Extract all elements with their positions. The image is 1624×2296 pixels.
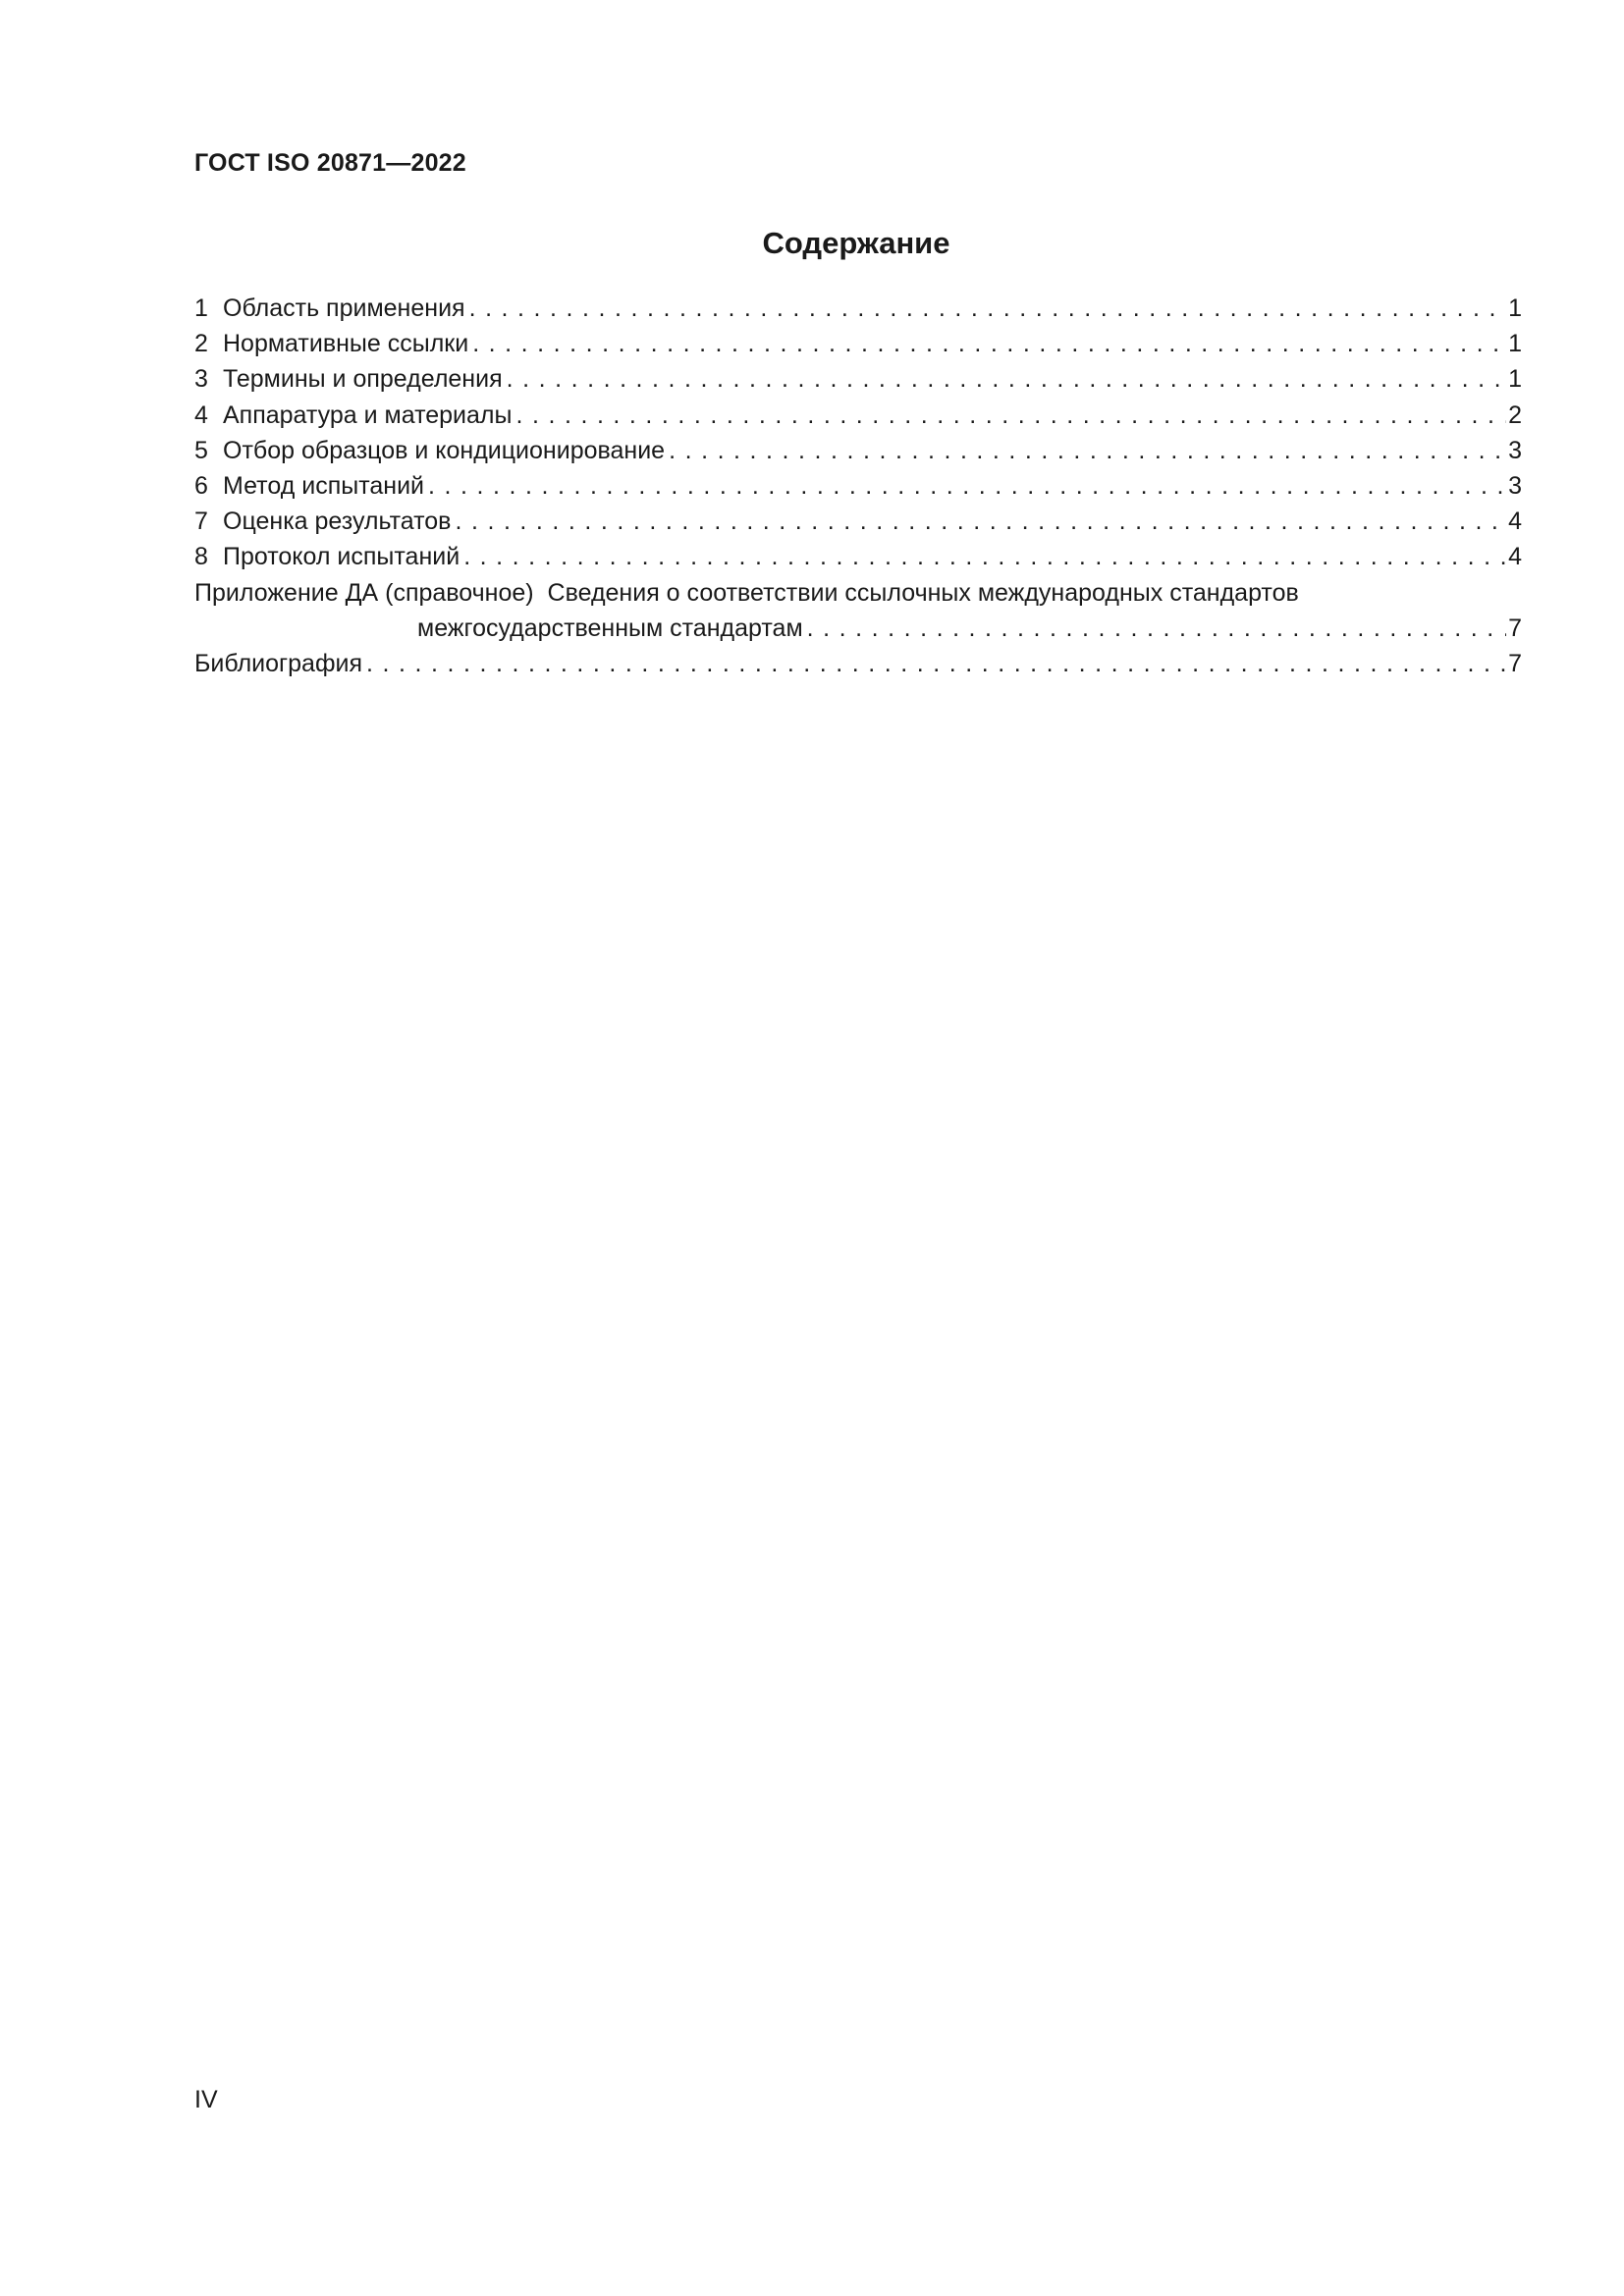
toc-entry-label: Оценка результатов: [223, 507, 452, 536]
table-of-contents: [194, 291, 1522, 681]
page-number: IV: [194, 2086, 218, 2113]
toc-entry-label: Протокол испытаний: [223, 543, 460, 571]
document-code: ГОСТ ISO 20871—2022: [194, 149, 466, 177]
toc-title: Содержание: [762, 226, 950, 260]
toc-appendix-page: 7: [1508, 614, 1522, 642]
toc-entry[interactable]: [194, 326, 1522, 361]
toc-entry[interactable]: [194, 539, 1522, 574]
toc-entry-page: 3: [1508, 472, 1522, 501]
toc-entry-number: 5: [194, 436, 208, 464]
toc-entry-page: 4: [1508, 543, 1522, 571]
toc-entry-page: 1: [1508, 330, 1522, 358]
toc-appendix-continuation[interactable]: [194, 611, 1522, 646]
toc-entry-label: Аппаратура и материалы: [223, 400, 513, 429]
toc-leader-dots: [515, 398, 1506, 433]
toc-entry-page: 2: [1508, 400, 1522, 429]
toc-entry-label: Термины и определения: [223, 365, 503, 394]
toc-appendix-title-line1: Сведения о соответствии ссылочных международных стандартов: [547, 578, 1299, 607]
toc-leader-dots: [469, 291, 1507, 326]
toc-appendix-prefix: Приложение ДА (справочное): [194, 578, 534, 607]
toc-entry-page: 1: [1508, 294, 1522, 322]
toc-leader-dots: [428, 468, 1506, 504]
toc-entry-number: 4: [194, 400, 208, 429]
toc-entry[interactable]: [194, 433, 1522, 468]
toc-entry-number: 1: [194, 294, 208, 322]
toc-leader-dots: [669, 433, 1506, 468]
toc-leader-dots: [455, 504, 1506, 539]
toc-leader-dots: [366, 646, 1506, 681]
toc-entry-page: 1: [1508, 365, 1522, 394]
toc-entry-page: 4: [1508, 507, 1522, 536]
toc-entry[interactable]: [194, 361, 1522, 397]
toc-entry-number: 3: [194, 365, 208, 394]
toc-entry[interactable]: [194, 291, 1522, 326]
toc-entry[interactable]: [194, 468, 1522, 504]
toc-leader-dots: [463, 539, 1506, 574]
toc-entry-number: 2: [194, 330, 208, 358]
toc-entry-label: Область применения: [223, 294, 465, 322]
toc-leader-dots: [807, 611, 1506, 646]
toc-bibliography-page: 7: [1508, 650, 1522, 678]
toc-entry-number: 6: [194, 472, 208, 501]
toc-entry[interactable]: [194, 504, 1522, 539]
toc-entry[interactable]: [194, 398, 1522, 433]
toc-entry-label: Нормативные ссылки: [223, 330, 469, 358]
toc-appendix-entry[interactable]: [194, 575, 1522, 611]
toc-leader-dots: [507, 361, 1506, 397]
toc-bibliography-entry[interactable]: [194, 646, 1522, 681]
toc-entry-label: Отбор образцов и кондиционирование: [223, 436, 666, 464]
toc-entry-label: Метод испытаний: [223, 472, 425, 501]
toc-entry-number: 8: [194, 543, 208, 571]
toc-entry-number: 7: [194, 507, 208, 536]
toc-bibliography-label: Библиография: [194, 650, 363, 678]
toc-entry-page: 3: [1508, 436, 1522, 464]
toc-appendix-title-line2: межгосударственным стандартам: [417, 614, 803, 642]
toc-leader-dots: [472, 326, 1506, 361]
